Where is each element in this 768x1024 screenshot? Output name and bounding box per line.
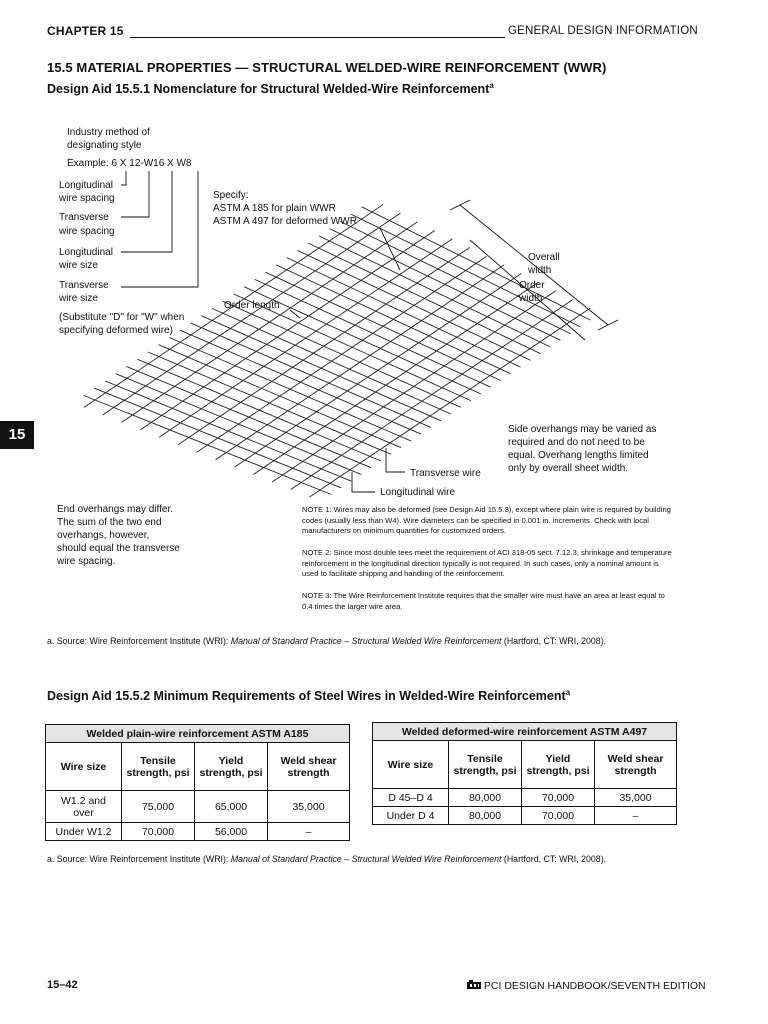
chapter-label: CHAPTER 15: [47, 24, 124, 38]
page-number: 15–42: [47, 979, 78, 991]
order-width-label-1: Order: [519, 280, 545, 291]
mesh-wire: [148, 352, 391, 454]
industry-label-1: Industry method of: [67, 127, 150, 138]
table-cell: W1.2 and over: [46, 791, 122, 823]
side-overhang-text-2: required and do not need to be: [508, 437, 645, 448]
plain-header-yield: Yield strength, psi: [195, 743, 268, 791]
footnote-2: a. Source: Wire Reinforcement Institute (WRI): Manual of Standard Practice – Structural Welded Wire Reinforcement (Hartford, CT: WRI, 2008).: [47, 854, 607, 864]
deformed-wire-table: [372, 722, 677, 825]
table-cell: 56,000: [195, 823, 268, 841]
plain-header-tensile: Tensile strength, psi: [122, 743, 195, 791]
longitudinal-wire-label: Longitudinal wire: [380, 487, 456, 498]
plain-header-wire-size: Wire size: [46, 743, 122, 791]
table-cell: 80,000: [449, 789, 522, 807]
side-overhang-text-4: only by overall sheet width.: [508, 463, 629, 474]
substitute-label-1: (Substitute "D" for "W" when: [59, 312, 185, 323]
deformed-header-yield: Yield strength, psi: [522, 741, 595, 789]
transverse-wire-label: Transverse wire: [410, 468, 481, 479]
industry-label-2: designating style: [67, 140, 142, 151]
mesh-wire: [287, 258, 521, 368]
transverse-spacing-label-1: Transverse: [59, 212, 109, 223]
mesh-wire: [255, 279, 491, 387]
table-cell: 75,000: [122, 791, 195, 823]
order-length-label: Order length: [224, 300, 280, 311]
note-3: NOTE 3: The Wire Reinforcement Institute requires that the smaller wire must have an area at least equal to 0.4 times the larger wire area.: [302, 591, 665, 611]
side-overhang-text-1: Side overhangs may be varied as: [508, 424, 657, 435]
plain-table-caption: Welded plain-wire reinforcement ASTM A185: [46, 725, 350, 743]
mesh-wire: [127, 367, 372, 468]
side-overhang-text-3: equal. Overhang lengths limited: [508, 450, 649, 461]
note-1: NOTE 1: Wires may also be deformed (see Design Aid 15.5.3), except where plain wire is required by building codes (usually less than W4). Wire diameters can be specified in 0.001 in. increments. Check with local manufacturers on minimum quantities for customized orders.: [302, 505, 671, 535]
deformed-table-caption: Welded deformed-wire reinforcement ASTM A497: [373, 723, 677, 741]
table-cell: 70,000: [122, 823, 195, 841]
table-cell: D 45–D 4: [373, 789, 449, 807]
deformed-header-tensile: Tensile strength, psi: [449, 741, 522, 789]
publication-footer: PCI DESIGN HANDBOOK/SEVENTH EDITION: [467, 980, 706, 992]
table-cell: Under W1.2: [46, 823, 122, 841]
longitudinal-size-label-2: wire size: [59, 260, 98, 271]
mesh-wire: [308, 243, 543, 354]
deformed-header-wire-size: Wire size: [373, 741, 449, 789]
overall-width-label-1: Overall: [528, 252, 560, 263]
mesh-wire: [212, 308, 451, 414]
overall-width-label-2: width: [528, 265, 552, 276]
end-overhang-text-5: wire spacing.: [57, 556, 116, 567]
section-title: 15.5 MATERIAL PROPERTIES — STRUCTURAL WELDED-WIRE REINFORCEMENT (WWR): [47, 60, 607, 75]
specify-label-1: Specify:: [213, 190, 249, 201]
example-label: Example: 6 X 12-W16 X W8: [67, 158, 192, 169]
table-cell: 80,000: [449, 807, 522, 825]
mesh-wire: [223, 301, 461, 407]
transverse-size-label-1: Transverse: [59, 280, 109, 291]
mesh-wire: [105, 381, 351, 481]
table-cell: 65,000: [195, 791, 268, 823]
end-overhang-text-2: The sum of the two end: [57, 517, 162, 528]
end-overhang-text-3: overhangs, however,: [57, 530, 150, 541]
footnote-1: a. Source: Wire Reinforcement Institute (WRI): Manual of Standard Practice – Structural Welded Wire Reinforcement (Hartford, CT: WRI, 2008).: [47, 636, 607, 646]
plain-header-weld-shear: Weld shear strength: [268, 743, 350, 791]
specify-label-3: ASTM A 497 for deformed WWR: [213, 216, 357, 227]
end-overhang-text-4: should equal the transverse: [57, 543, 180, 554]
transverse-size-label-2: wire size: [59, 293, 98, 304]
mesh-wire: [340, 221, 570, 333]
mesh-wire: [276, 265, 511, 374]
table-cell: 70,000: [522, 789, 595, 807]
deformed-header-weld-shear: Weld shear strength: [595, 741, 677, 789]
plain-wire-table: [45, 724, 350, 841]
mesh-wire: [159, 345, 401, 448]
mesh-wire: [116, 374, 361, 475]
table-cell: –: [595, 807, 677, 825]
longitudinal-size-label-1: Longitudinal: [59, 247, 113, 258]
design-aid-1-title: Design Aid 15.5.1 Nomenclature for Structural Welded-Wire Reinforcement$^a$: [47, 81, 494, 97]
table-cell: Under D 4: [373, 807, 449, 825]
note-2: NOTE 2: Since most double tees meet the requirement of ACI 318-05 sect. 7.12.3, shrinkage and temperature reinforcement in the longitudinal direction typically is not required. In such cases, only a nominal amount is used to facilitate shipping and handling of the reinforcement.: [302, 548, 672, 578]
mesh-wire: [298, 250, 531, 360]
substitute-label-2: specifying deformed wire): [59, 325, 173, 336]
pci-logo-icon: [467, 980, 481, 990]
mesh-wire: [265, 272, 500, 380]
longitudinal-spacing-label-1: Longitudinal: [59, 180, 113, 191]
chapter-side-tab: 15: [0, 421, 34, 449]
mesh-wire: [319, 236, 551, 347]
end-overhang-text-1: End overhangs may differ.: [57, 504, 173, 515]
transverse-spacing-label-2: wire spacing: [59, 226, 115, 237]
design-aid-2-title: Design Aid 15.5.2 Minimum Requirements of Steel Wires in Welded-Wire Reinforcement$^a$: [47, 688, 571, 704]
table-cell: 70,000: [522, 807, 595, 825]
table-cell: –: [268, 823, 350, 841]
longitudinal-spacing-label-2: wire spacing: [59, 193, 115, 204]
table-cell: 35,000: [268, 791, 350, 823]
mesh-wire: [94, 388, 341, 488]
section-name: GENERAL DESIGN INFORMATION: [508, 25, 698, 37]
order-width-label-2: width: [519, 293, 543, 304]
table-cell: 35,000: [595, 789, 677, 807]
mesh-wire: [84, 396, 331, 495]
specify-label-2: ASTM A 185 for plain WWR: [213, 203, 336, 214]
mesh-wire: [137, 359, 381, 461]
mesh-wire: [169, 338, 411, 441]
